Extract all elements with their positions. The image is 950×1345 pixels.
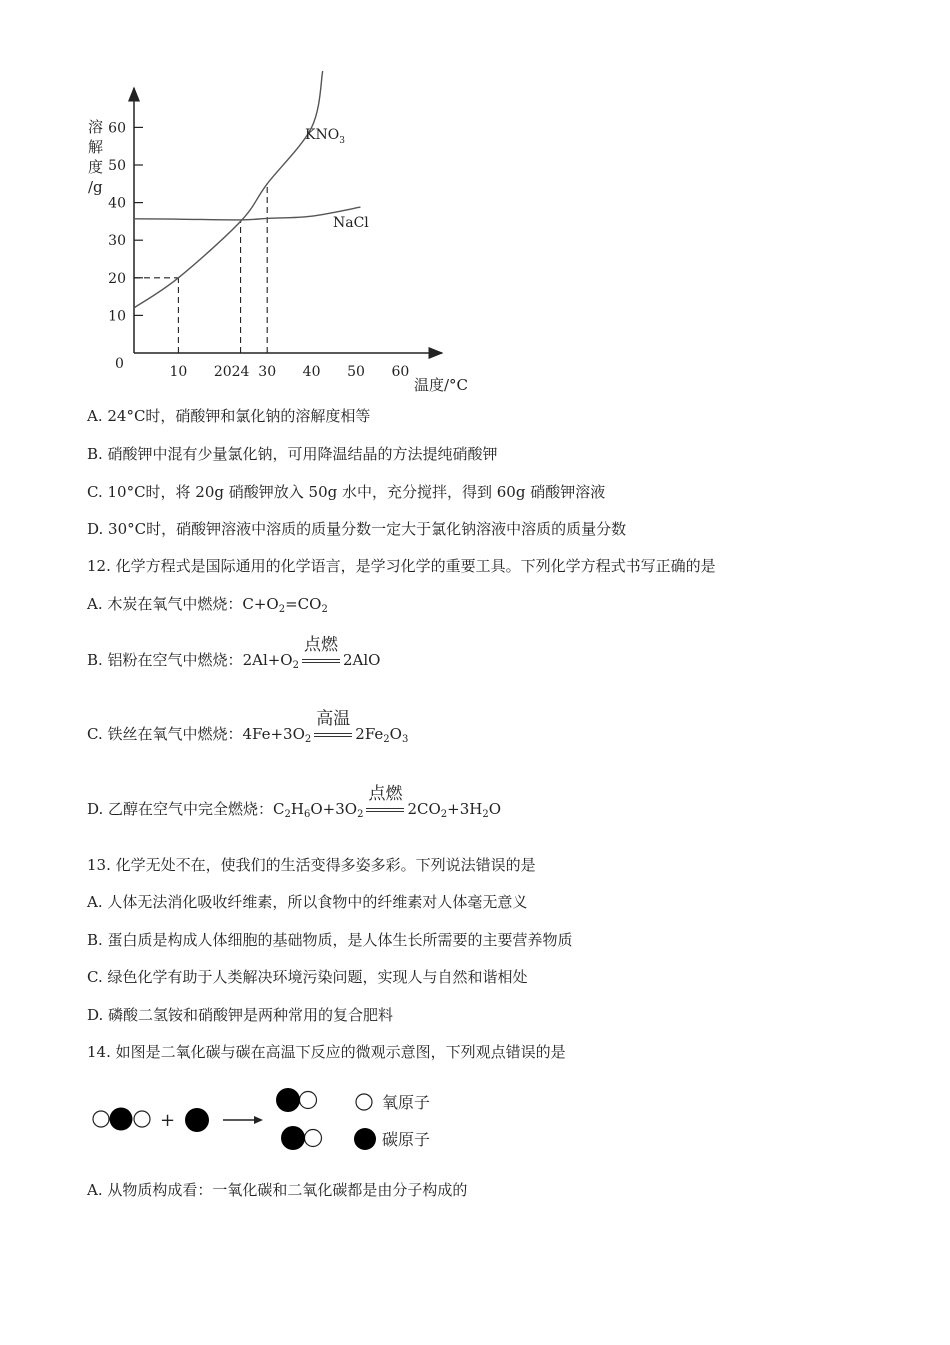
reaction-equals-sign: 高温: [312, 728, 354, 742]
q12-option-a: A. 木炭在氧气中燃烧：$C+O_2=CO_2$: [87, 595, 328, 615]
carbon-atom-legend-icon: [354, 1128, 376, 1150]
series-label-kno3: $KNO_3$: [305, 127, 345, 146]
legend-oxygen-label: 氧原子: [382, 1093, 431, 1112]
reaction-arrow: [223, 1116, 263, 1124]
x-tick-label: 10: [169, 364, 188, 380]
q11-option-a: A. 24°C时，硝酸钾和氯化钠的溶解度相等: [87, 407, 371, 425]
oxygen-atom-legend-icon: [356, 1094, 372, 1110]
co-molecule: [281, 1126, 322, 1150]
q13-option-b: B. 蛋白质是构成人体细胞的基础物质，是人体生长所需要的主要营养物质: [87, 931, 573, 949]
q11-option-b: B. 硝酸钾中混有少量氯化钠，可用降温结晶的方法提纯硝酸钾: [87, 445, 498, 463]
y-axis-label-char: /g: [88, 178, 103, 196]
y-tick-label: 50: [108, 158, 126, 174]
y-tick-label: 60: [108, 120, 126, 137]
x-tick-label: 20: [213, 364, 232, 380]
q12-option-c: C. 铁丝在氧气中燃烧：$4Fe+3O_2$ 高温 $2Fe_2O_3$: [87, 709, 409, 745]
carbon-atom: [185, 1108, 209, 1132]
y-tick-label: 40: [108, 195, 126, 212]
y-axis-label-char: 度: [88, 158, 104, 176]
y-axis-label-char: 溶: [88, 118, 104, 136]
y-tick-label: 10: [108, 308, 126, 325]
q11-option-c: C. 10°C时，将 20g 硝酸钾放入 50g 水中，充分搅拌，得到 60g 硝酸钾溶液: [87, 483, 606, 501]
co-molecule: [276, 1088, 317, 1112]
x-tick-label: 50: [347, 364, 365, 380]
series-label-nacl: NaCl: [333, 215, 369, 231]
plus-sign: +: [160, 1110, 176, 1131]
q13-option-a: A. 人体无法消化吸收纤维素，所以食物中的纤维素对人体毫无意义: [87, 893, 528, 911]
q14-option-a: A. 从物质构成看：一氧化碳和二氧化碳都是由分子构成的: [87, 1181, 468, 1199]
legend-carbon-label: 碳原子: [382, 1130, 431, 1149]
x-tick-label: 24: [231, 364, 250, 380]
y-axis-label-char: 解: [88, 138, 104, 156]
reaction-equals-sign: 点燃: [300, 654, 342, 668]
q14-stem: 14. 如图是二氧化碳与碳在高温下反应的微观示意图，下列观点错误的是: [87, 1043, 566, 1061]
co2-molecule: [93, 1108, 150, 1131]
q13-stem: 13. 化学无处不在，使我们的生活变得多姿多彩。下列说法错误的是: [87, 856, 536, 874]
q12-stem: 12. 化学方程式是国际通用的化学语言，是学习化学的重要工具。下列化学方程式书写正确的是: [87, 557, 716, 575]
x-axis-label: 温度/°C: [414, 376, 469, 394]
reaction-equals-sign: 点燃: [364, 803, 406, 817]
q13-option-d: D. 磷酸二氢铵和硝酸钾是两种常用的复合肥料: [87, 1006, 394, 1024]
q13-option-c: C. 绿色化学有助于人类解决环境污染问题，实现人与自然和谐相处: [87, 968, 528, 986]
origin-label: 0: [115, 356, 124, 372]
q12-option-b: B. 铝粉在空气中燃烧：$2Al+O_2$ 点燃 2AlO: [87, 635, 381, 671]
x-tick-label: 40: [302, 364, 321, 380]
solubility-chart: [0, 0, 950, 400]
kno3-solubility-curve: [134, 71, 323, 308]
y-tick-label: 20: [108, 270, 126, 287]
reaction-diagram: [0, 1085, 950, 1165]
x-tick-label: 30: [258, 364, 277, 380]
q12-option-d: D. 乙醇在空气中完全燃烧：$C_2H_6O+3O_2$ 点燃 $2CO_2+3H_2O$: [87, 784, 502, 820]
y-tick-label: 30: [108, 233, 126, 250]
q11-option-d: D. 30°C时，硝酸钾溶液中溶质的质量分数一定大于氯化钠溶液中溶质的质量分数: [87, 520, 627, 538]
x-tick-label: 60: [391, 364, 410, 380]
